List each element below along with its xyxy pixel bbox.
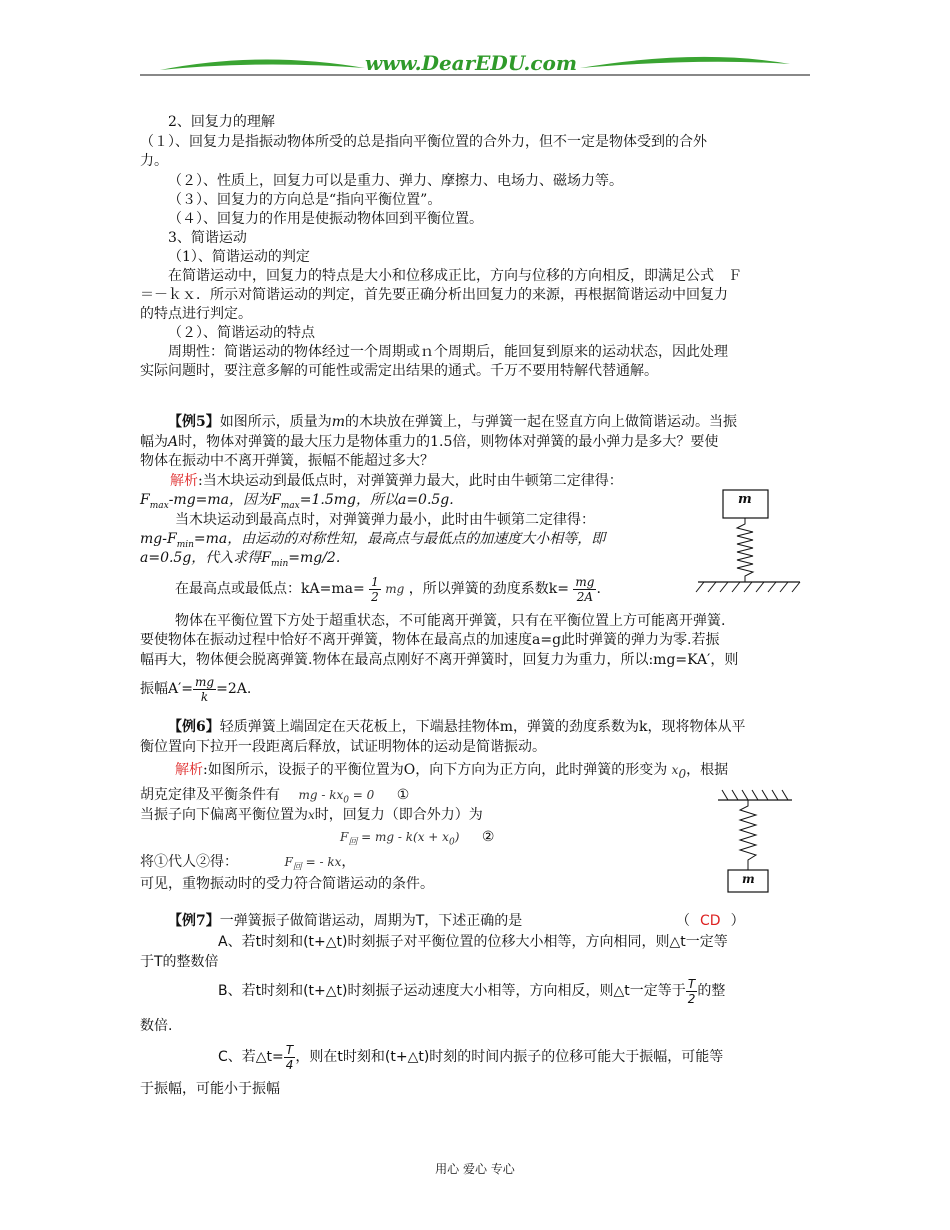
paragraph: 周期性：简谐运动的物体经过一个周期或ｎ个周期后，能回复到原来的运动状态，因此处理 xyxy=(168,344,728,360)
subsection-title: （２）、简谐运动的特点 xyxy=(168,325,315,341)
section-title: 2、回复力的理解 xyxy=(168,114,275,130)
example-5-question: 幅为A时，物体对弹簧的最大压力是物体重力的1.5倍，则物体对弹簧的最小弹力是多大？要使 xyxy=(140,434,719,450)
example-5-solution: 要使物体在振动过程中恰好不离开弹簧，物体在最高点的加速度a=g此时弹簧的弹力为零.若振 xyxy=(140,632,720,648)
example-tag: 【例5】 xyxy=(168,414,220,430)
answer: （ CD ） xyxy=(676,913,745,929)
example-5-solution: a=0.5g，代入求得$F_{min}=mg/2$. xyxy=(140,550,341,569)
example-5-solution: $mg-F_{min}=ma$，由运动的对称性知，最高点与最低点的加速度大小相等，即 xyxy=(140,531,606,550)
example-tag: 【例7】 xyxy=(168,913,220,929)
example-5-solution: 振幅A′= $\frac{mg}{k}$ =2A. xyxy=(140,674,252,704)
example-6-solution: 可见，重物振动时的受力符合简谐运动的条件。 xyxy=(140,876,434,892)
solution-label: 解析 xyxy=(175,762,203,778)
hanging-spring-diagram xyxy=(710,788,800,896)
figure-hanging-spring xyxy=(710,788,800,896)
paragraph: （３）、回复力的方向总是“指向平衡位置”。 xyxy=(168,192,442,208)
answer-value: CD xyxy=(700,913,721,929)
example-5-solution: 解析:当木块运动到最低点时，对弹簧弹力最大，此时由牛顿第二定律得： xyxy=(170,473,623,489)
header-logo xyxy=(140,48,810,82)
paragraph: 的特点进行判定。 xyxy=(140,306,252,322)
solution-label: 解析 xyxy=(170,473,198,489)
page-footer: 用心 爱心 专心 xyxy=(435,1162,515,1176)
example-5-solution: $F_{max}-mg=ma$，因为$F_{max}=1.5mg$，所以a=0.5g. xyxy=(140,492,454,511)
example-5-solution: 当木块运动到最高点时，对弹簧弹力最小，此时由牛顿第二定律得： xyxy=(175,512,595,528)
mass-label: m xyxy=(742,872,755,886)
example-tag: 【例6】 xyxy=(168,719,220,735)
section-title: 3、简谐运动 xyxy=(168,230,247,246)
paragraph: 力。 xyxy=(140,153,168,169)
fraction: $\frac{mg}{2A}$ xyxy=(575,574,595,604)
example-5-question: 【例5】如图所示，质量为m的木块放在弹簧上，与弹簧一起在竖直方向上做简谐运动。当振 xyxy=(168,414,738,430)
paragraph: （２）、性质上，回复力可以是重力、弹力、摩擦力、电场力、磁场力等。 xyxy=(168,173,623,189)
example-5-solution: 在最高点或最低点：kA=ma= $\frac{1}{2}$ mg ，所以弹簧的劲度系数k= $\frac{mg}{2A}$ . xyxy=(175,574,601,604)
example-6-solution: 胡克定律及平衡条件有 mg - $kx_0 = 0$ ① xyxy=(140,787,410,806)
option-a: A、若t时刻和(t+△t)时刻振子对平衡位置的位移大小相等，方向相同，则△t一定等 xyxy=(218,934,728,950)
option-a: 于T的整数倍 xyxy=(140,954,219,970)
example-6-solution: 解析:如图所示，设振子的平衡位置为O，向下方向为正方向，此时弹簧的形变为 $x_0$，根据 xyxy=(175,762,729,781)
example-6-question: 衡位置向下拉开一段距离后释放，试证明物体的运动是简谐振动。 xyxy=(140,739,546,755)
example-5-question: 物体在振动中不离开弹簧，振幅不能超过多大？ xyxy=(140,453,434,469)
option-c: C、若△t= $\frac{T}{4}$ ，则在t时刻和(t+△t)时刻的时间内振子的位移可能大于振幅，可能等 xyxy=(218,1042,724,1072)
paragraph: ＝－ｋｘ．所示对简谐运动的判定，首先要正确分析出回复力的来源，再根据简谐运动中回复力 xyxy=(140,287,728,303)
example-6-question: 【例6】轻质弹簧上端固定在天花板上，下端悬挂物体m，弹簧的劲度系数为k，现将物体从平 xyxy=(168,719,746,735)
fraction: $\frac{1}{2}$ xyxy=(371,574,379,604)
example-6-solution: 当振子向下偏离平衡位置为x时，回复力（即合外力）为 xyxy=(140,807,483,823)
example-5-solution: 幅再大，物体便会脱离弹簧.物体在最高点刚好不离开弹簧时，回复力为重力，所以:mg=KA′，则 xyxy=(140,652,739,668)
mass-label: m xyxy=(738,492,752,507)
paragraph: （４）、回复力的作用是使振动物体回到平衡位置。 xyxy=(168,211,483,227)
logo-text: www.DearEDU.com xyxy=(365,51,578,75)
fraction: $\frac{T}{2}$ xyxy=(687,976,696,1006)
paragraph: （１）、回复力是指振动物体所受的总是指向平衡位置的合外力，但不一定是物体受到的合外 xyxy=(140,134,707,150)
option-b: 数倍. xyxy=(140,1018,173,1034)
fraction: $\frac{mg}{k}$ xyxy=(195,674,215,704)
example-6-equation: $F_回$ = mg - $k(x + x_0)$ ② xyxy=(340,829,495,848)
paragraph: 在简谐运动中，回复力的特点是大小和位移成正比，方向与位移的方向相反，即满足公式 Ｆ xyxy=(168,268,742,284)
example-5-solution: 物体在平衡位置下方处于超重状态，不可能离开弹簧，只有在平衡位置上方可能离开弹簧. xyxy=(175,613,726,629)
option-b: B、若t时刻和(t+△t)时刻振子运动速度大小相等，方向相反，则△t一定等于 $\frac{T}{2}$ 的整 xyxy=(218,976,726,1006)
example-6-solution: 将①代人②得： $F_回$ = - kx， xyxy=(140,854,356,873)
paragraph: 实际问题时，要注意多解的可能性或需定出结果的通式。千万不要用特解代替通解。 xyxy=(140,363,658,379)
example-7-question: 【例7】一弹簧振子做简谐运动，周期为T，下述正确的是 xyxy=(168,913,523,929)
option-c: 于振幅，可能小于振幅 xyxy=(140,1081,280,1097)
subsection-title: （1）、简谐运动的判定 xyxy=(168,249,310,265)
fraction: $\frac{T}{4}$ xyxy=(285,1042,294,1072)
figure-block-on-spring xyxy=(690,488,810,600)
